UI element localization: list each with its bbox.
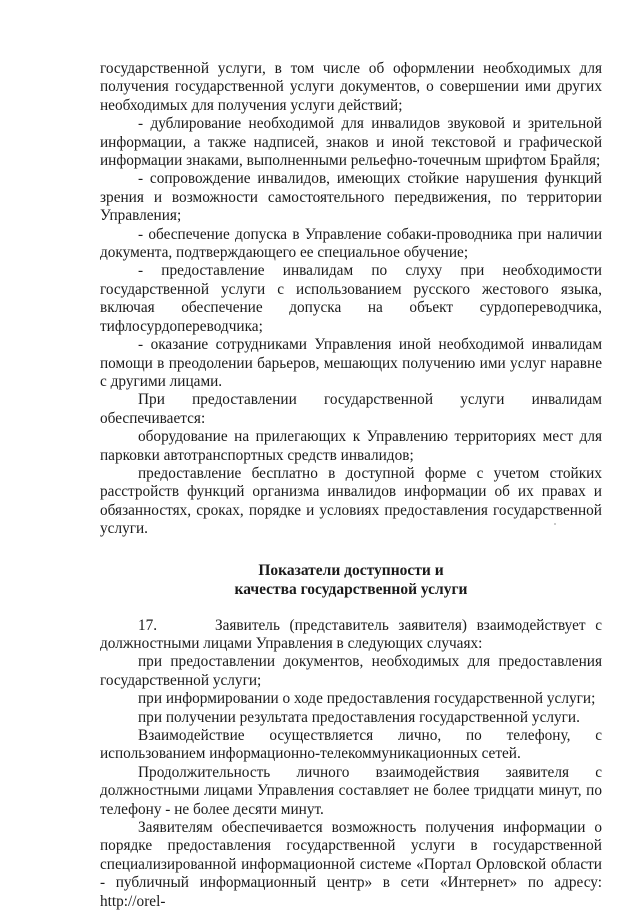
clause-number: 17. bbox=[138, 616, 158, 634]
paragraph-informing: при информировании о ходе предоставления государственной услуги; bbox=[138, 690, 596, 708]
paragraph-result: при получении результата предоставления государственной услуги. bbox=[138, 708, 580, 726]
document-page bbox=[100, 60, 602, 911]
paragraph-accessible-info: предоставление бесплатно в доступной форме с учетом стойких расстройств функций организма инвалидов информации об их правах и обязанностях, сроках, порядке и условиях предоставления государственной услуги. bbox=[100, 464, 602, 538]
paragraph-braille-duplication: - дублирование необходимой для инвалидов звуковой и зрительной информации, а также надписей, знаков и иной текстовой и графической информации знаками, выполненными рельефно-точечным шрифтом Брайля; bbox=[100, 115, 602, 170]
paragraph-provision-intro: При предоставлении государственной услуги инвалидам обеспечивается: bbox=[100, 391, 602, 427]
scan-speck bbox=[554, 523, 556, 525]
paragraph-guide-dog: - обеспечение допуска в Управление собаки-проводника при наличии документа, подтверждающего ее специальное обучение; bbox=[100, 225, 602, 262]
paragraph-continuation: государственной услуги, в том числе об оформлении необходимых для получения государственной услуги документов, о совершении ими других необходимых для получения услуги действий; bbox=[100, 60, 602, 114]
paragraph-parking: оборудование на прилегающих к Управлению территориях мест для парковки автотранспортных средств инвалидов; bbox=[100, 428, 602, 464]
paragraph-sign-language: - предоставление инвалидам по слуху при необходимости государственной услуги с использованием русского жестового языка, включая обеспечение допуска на объект сурдопереводчика, тифлосурдопереводчика; bbox=[100, 262, 602, 335]
paragraph-interaction-mode: Взаимодействие осуществляется лично, по телефону, с использованием информационно-телекоммуникационных сетей. bbox=[100, 727, 602, 763]
paragraph-duration: Продолжительность личного взаимодействия заявителя с должностными лицами Управления составляет не более тридцати минут, по телефону - не более десяти минут. bbox=[100, 763, 602, 818]
paragraph-portal: Заявителям обеспечивается возможность получения информации о порядке предоставления государственной услуги в государственной специализированной информационной системе «Портал Орловской области - публичный информационный центр» в сети «Интернет» по адресу: http://orel- bbox=[100, 819, 602, 910]
clause-17-text: Заявитель (представитель заявителя) взаимодействует с должностными лицами Управления в следующих случаях: bbox=[100, 616, 602, 652]
paragraph-staff-assistance: - оказание сотрудниками Управления иной необходимой инвалидам помощи в преодолении барьеров, мешающих получению ими услуг наравне с другими лицами. bbox=[100, 336, 602, 390]
clause-17 bbox=[100, 617, 602, 654]
section-heading bbox=[100, 561, 602, 599]
paragraph-documents: при предоставлении документов, необходимых для предоставления государственной услуги; bbox=[100, 653, 602, 689]
paragraph-escort: - сопровождение инвалидов, имеющих стойкие нарушения функций зрения и возможности самостоятельного передвижения, по территории Управления; bbox=[100, 170, 602, 225]
section-heading-line-1: Показатели доступности и bbox=[258, 561, 444, 579]
section-heading-line-2: качества государственной услуги bbox=[234, 580, 468, 598]
